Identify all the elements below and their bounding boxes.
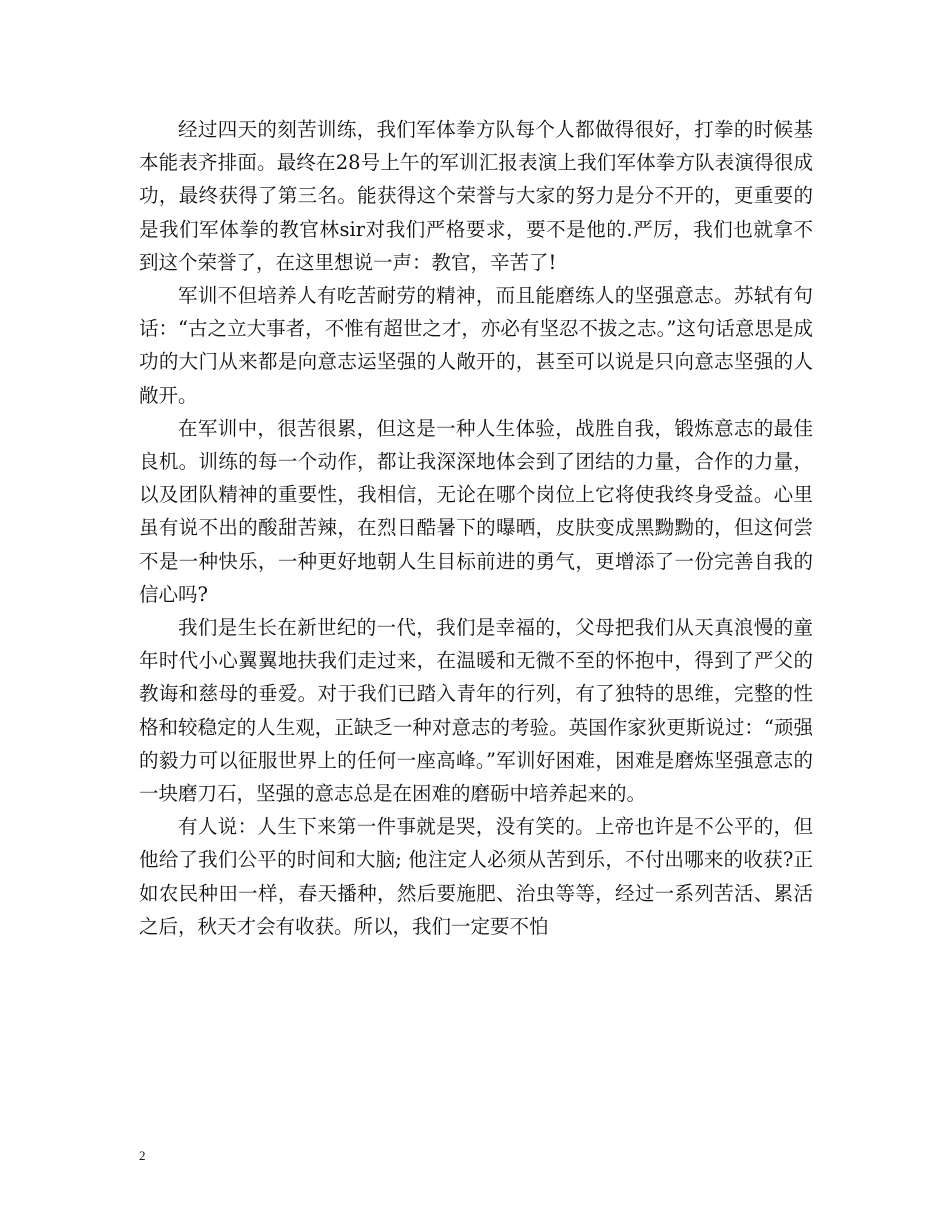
paragraph-5: 有人说：人生下来第一件事就是哭，没有笑的。上帝也许是不公平的，但他给了我们公平的时间和大脑; 他注定人必须从苦到乐，不付出哪来的收获?正如农民种田一样，春天播种，然后要施肥、治虫等等，经过一系列苦活、累活之后，秋天才会有收获。所以，我们一定要不怕 [139, 815, 813, 938]
paragraph-2: 军训不但培养人有吃苦耐劳的精神，而且能磨练人的坚强意志。苏轼有句话：“古之立大事者，不惟有超世之才，亦必有坚忍不拔之志。”这句话意思是成功的大门从来都是向意志运坚强的人敞开的，甚至可以说是只向意志坚强的人敞开。 [139, 284, 813, 407]
document-body [139, 113, 813, 943]
paragraph-4: 我们是生长在新世纪的一代，我们是幸福的，父母把我们从天真浪慢的童年时代小心翼翼地扶我们走过来，在温暖和无微不至的怀抱中，得到了严父的教诲和慈母的垂爱。对于我们已踏入青年的行列，有了独特的思维，完整的性格和较稳定的人生观，正缺乏一种对意志的考验。英国作家狄更斯说过：“顽强的毅力可以征服世界上的任何一座高峰。”军训好困难，困难是磨炼坚强意志的一块磨刀石，坚强的意志总是在困难的磨砺中培养起来的。 [139, 616, 813, 806]
paragraph-1: 经过四天的刻苦训练，我们军体拳方队每个人都做得很好，打拳的时候基本能表齐排面。最终在28号上午的军训汇报表演上我们军体拳方队表演得很成功，最终获得了第三名。能获得这个荣誉与大家的努力是分不开的，更重要的是我们军体拳的教官林sir对我们严格要求，要不是他的.严厉，我们也就拿不到这个荣誉了，在这里想说一声：教官，辛苦了! [139, 118, 813, 274]
paragraph-3: 在军训中，很苦很累，但这是一种人生体验，战胜自我，锻炼意志的最佳良机。训练的每一个动作，都让我深深地体会到了团结的力量，合作的力量，以及团队精神的重要性，我相信，无论在哪个岗位上它将使我终身受益。心里虽有说不出的酸甜苦辣，在烈日酷暑下的曝晒，皮肤变成黑黝黝的，但这何尝不是一种快乐，一种更好地朝人生目标前进的勇气，更增添了一份完善自我的信心吗? [139, 416, 813, 606]
page-number: 2 [139, 1148, 146, 1163]
